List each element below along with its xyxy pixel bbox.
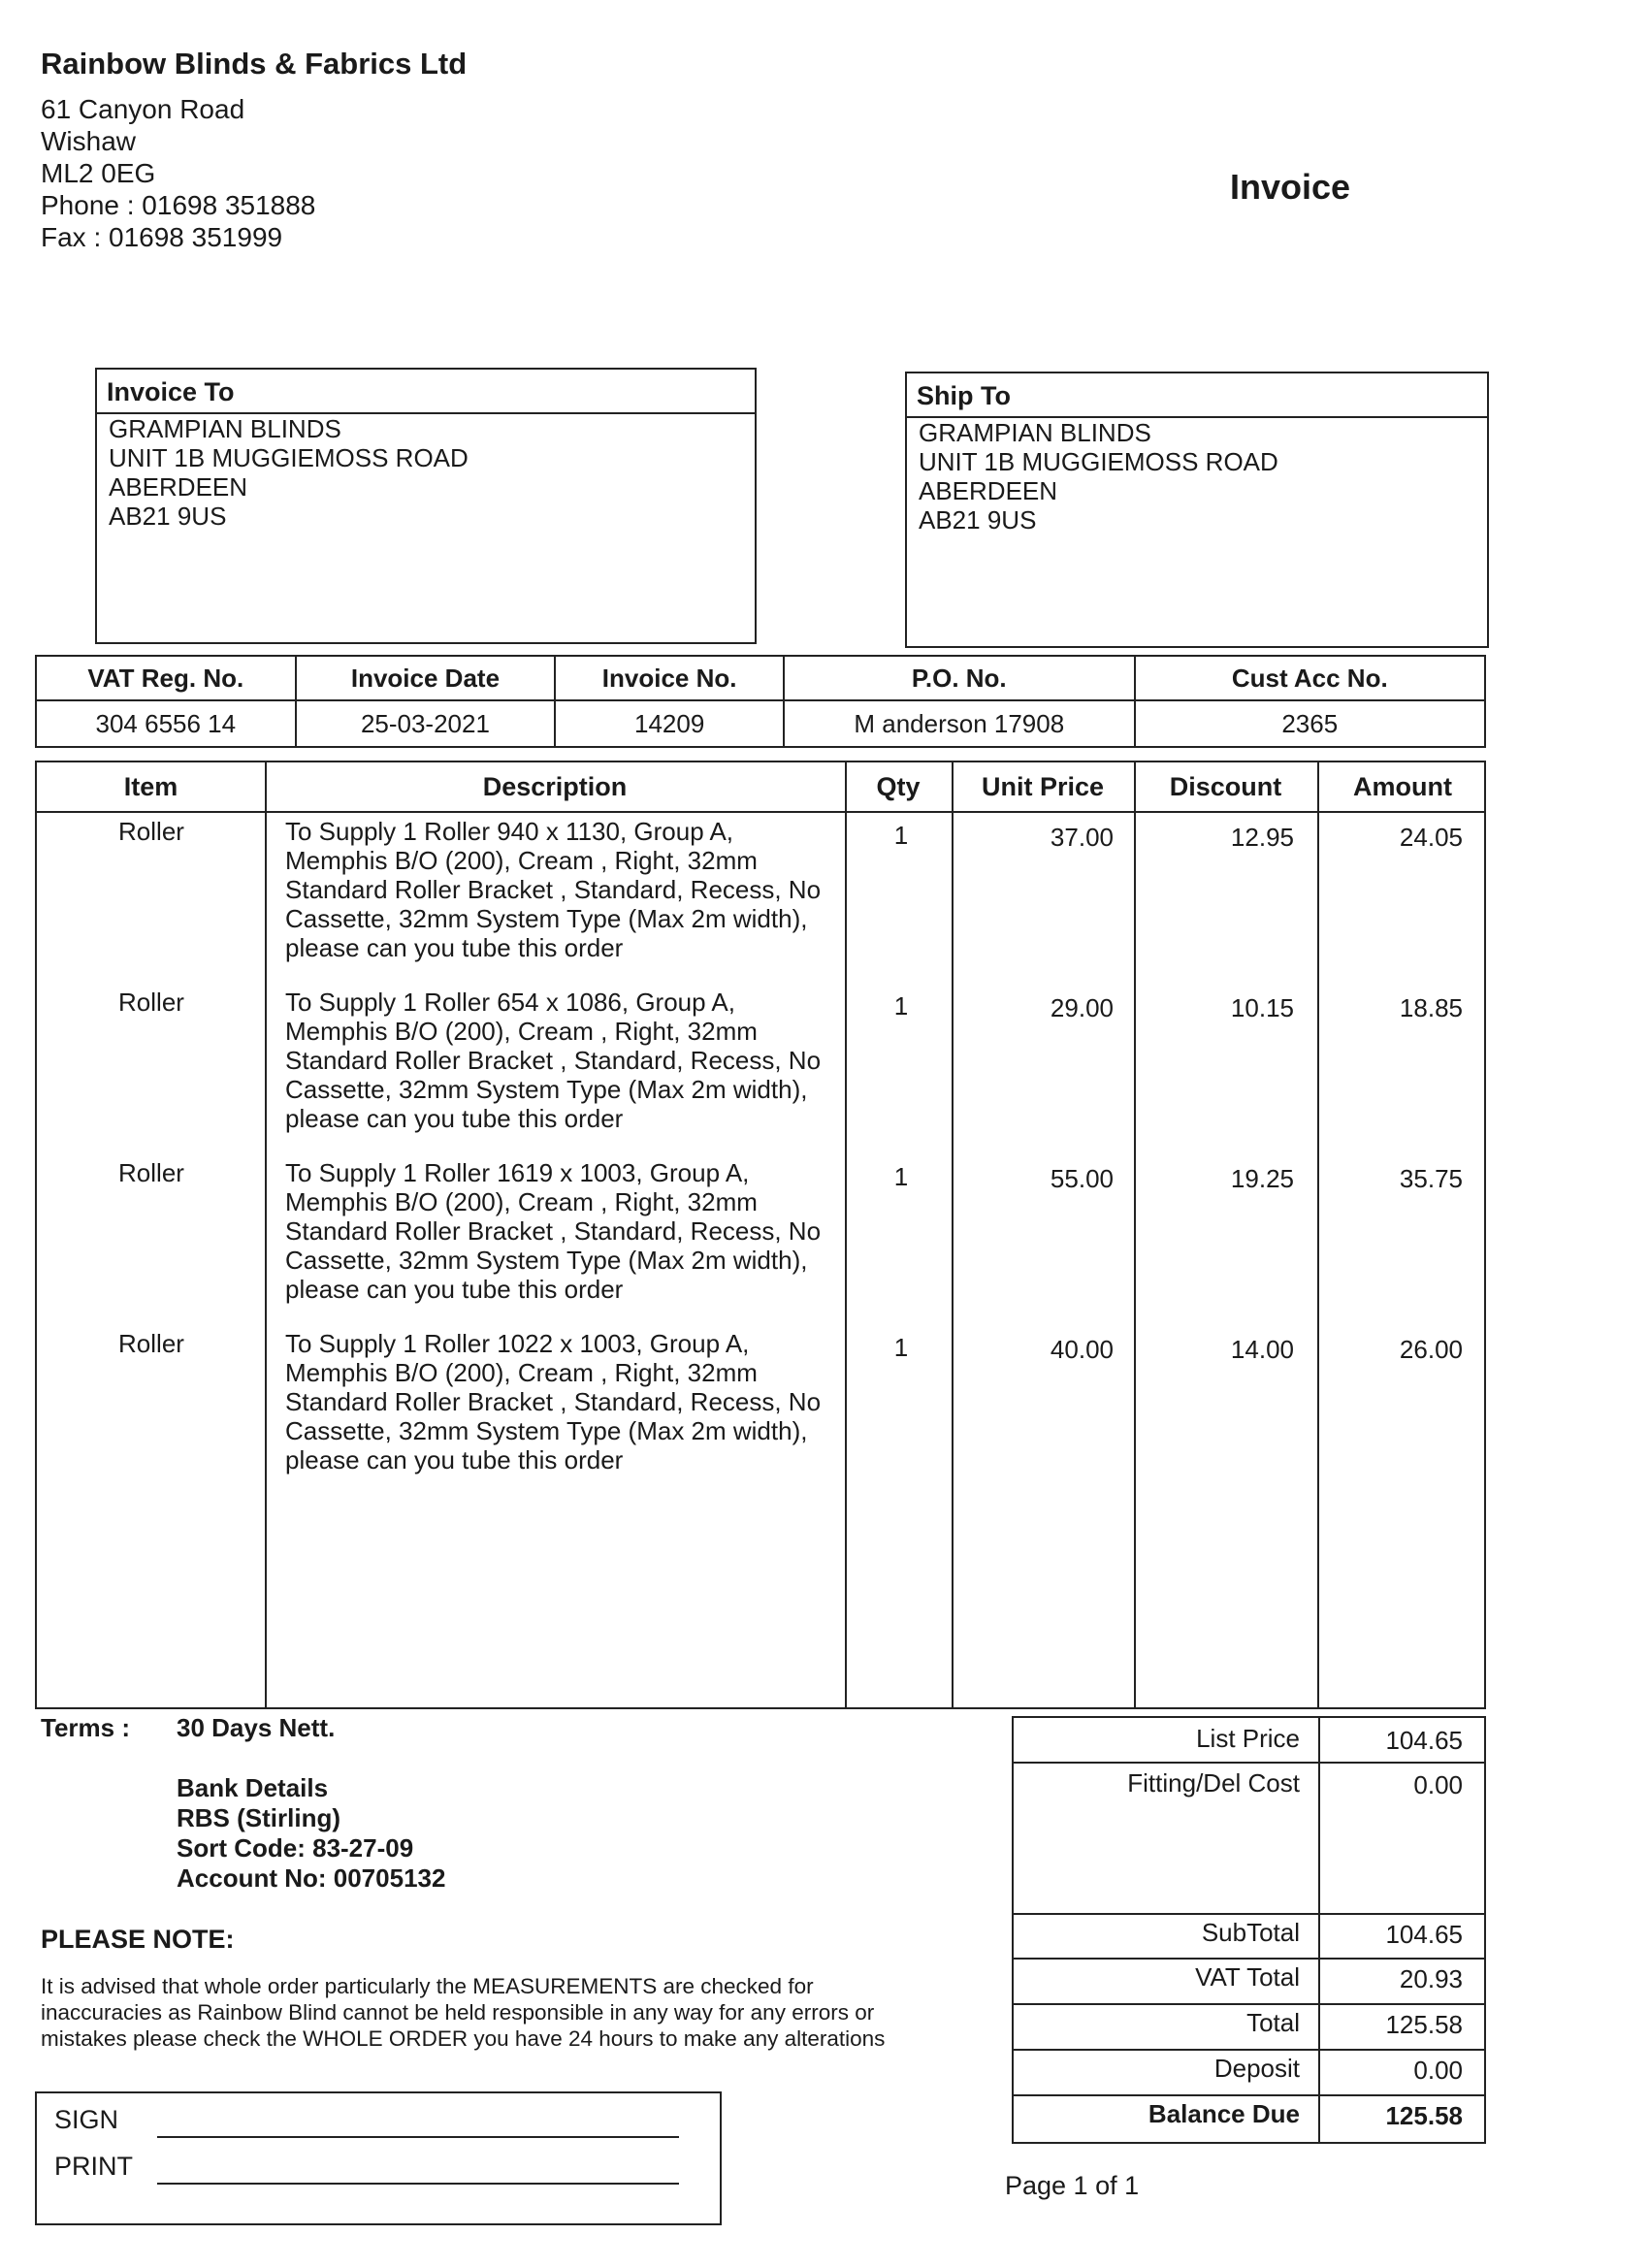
item-name: Roller [118,1158,184,1187]
account-number: Account No: 00705132 [177,1863,446,1893]
row-divider [1014,1762,1484,1764]
total-label: Total [1246,2008,1300,2037]
item-description [285,1329,877,1474]
invoice-to-line: GRAMPIAN BLINDS [109,414,341,443]
item-description [285,817,877,962]
row-divider [1014,1913,1484,1915]
item-discount: 12.95 [1230,823,1294,852]
desc-line: To Supply 1 Roller 1022 x 1003, Group A, [285,1329,750,1358]
ship-to-line: UNIT 1B MUGGIEMOSS ROAD [919,447,1278,476]
desc-line: Cassette, 32mm System Type (Max 2m width), [285,904,808,933]
desc-line: Standard Roller Bracket , Standard, Recess, No [285,875,822,904]
item-qty: 1 [893,991,909,1021]
item-qty: 1 [893,1162,909,1191]
cust-acc-header: Cust Acc No. [1135,656,1485,700]
company-phone: Phone : 01698 351888 [41,190,316,220]
item-name: Roller [118,1329,184,1358]
table-row [37,817,1484,988]
item-amount: 26.00 [1399,1335,1463,1364]
header-divider [37,811,1484,813]
qty-header: Qty [876,772,921,801]
item-unit-price: 40.00 [1050,1335,1114,1364]
vat-reg-header: VAT Reg. No. [36,656,296,700]
unit-price-header: Unit Price [981,772,1105,801]
total-value: 125.58 [1385,2010,1463,2039]
desc-line: To Supply 1 Roller 1619 x 1003, Group A, [285,1158,750,1187]
cust-acc-value: 2365 [1135,700,1485,747]
desc-line: Memphis B/O (200), Cream , Right, 32mm [285,1017,758,1046]
item-discount: 19.25 [1230,1164,1294,1193]
ship-to-header: Ship To [907,373,1487,418]
deposit-value: 0.00 [1413,2056,1463,2085]
balance-due-value: 125.58 [1385,2101,1463,2130]
desc-line: Cassette, 32mm System Type (Max 2m width), [285,1416,808,1445]
note-title: PLEASE NOTE: [41,1925,235,1954]
invoice-meta-table [35,655,1486,748]
item-discount: 14.00 [1230,1335,1294,1364]
fitting-value: 0.00 [1413,1770,1463,1799]
item-amount: 35.75 [1399,1164,1463,1193]
deposit-label: Deposit [1213,2054,1300,2083]
print-line[interactable] [157,2183,679,2185]
line-items-table [35,761,1486,1709]
desc-line: Memphis B/O (200), Cream , Right, 32mm [285,846,758,875]
vat-label: VAT Total [1195,1962,1300,1992]
document-title: Invoice [1230,167,1351,207]
item-qty: 1 [893,821,909,850]
desc-line: To Supply 1 Roller 940 x 1130, Group A, [285,817,734,846]
row-divider [1014,1958,1484,1960]
note-line: inaccuracies as Rainbow Blind cannot be held responsible in any way for any errors or [41,2000,875,2025]
page-number: Page 1 of 1 [1005,2171,1140,2200]
invoice-no-header: Invoice No. [555,656,784,700]
ship-to-line: GRAMPIAN BLINDS [919,418,1151,447]
address-street: 61 Canyon Road [41,94,245,124]
desc-line: Cassette, 32mm System Type (Max 2m width), [285,1075,808,1104]
bank-details [177,1773,445,1894]
note-line: mistakes please check the WHOLE ORDER you have 24 hours to make any alterations [41,2026,886,2051]
ship-to-line: ABERDEEN [919,476,1058,505]
description-header: Description [482,772,628,801]
desc-line: To Supply 1 Roller 654 x 1086, Group A, [285,988,735,1017]
ship-to-line: AB21 9US [919,505,1037,535]
invoice-to-header: Invoice To [97,370,755,414]
invoice-to-box [95,368,757,644]
item-discount: 10.15 [1230,993,1294,1022]
po-no-value: M anderson 17908 [784,700,1135,747]
invoice-to-line: AB21 9US [109,502,227,531]
desc-line: please can you tube this order [285,1275,624,1304]
item-amount: 18.85 [1399,993,1463,1022]
item-unit-price: 55.00 [1050,1164,1114,1193]
invoice-no-value: 14209 [555,700,784,747]
invoice-date-header: Invoice Date [296,656,556,700]
totals-box [1012,1716,1486,2144]
row-divider [1014,2049,1484,2051]
row-divider [1014,2003,1484,2005]
item-unit-price: 29.00 [1050,993,1114,1022]
vat-value: 20.93 [1399,1964,1463,1993]
desc-line: Memphis B/O (200), Cream , Right, 32mm [285,1358,758,1387]
vat-reg-value: 304 6556 14 [36,700,296,747]
note-line: It is advised that whole order particularly the MEASUREMENTS are checked for [41,1974,814,1998]
sort-code: Sort Code: 83-27-09 [177,1833,414,1863]
print-label: PRINT [54,2152,133,2181]
table-row [37,988,1484,1158]
subtotal-value: 104.65 [1385,1920,1463,1949]
note-text [41,1973,972,2052]
ship-to-box [905,372,1489,648]
signature-box [35,2091,722,2225]
list-price-label: List Price [1196,1724,1300,1753]
item-unit-price: 37.00 [1050,823,1114,852]
desc-line: Standard Roller Bracket , Standard, Recess, No [285,1387,822,1416]
desc-line: Standard Roller Bracket , Standard, Recess, No [285,1216,822,1246]
row-divider [1014,2094,1484,2096]
list-price-value: 104.65 [1385,1726,1463,1755]
sign-line[interactable] [157,2136,679,2138]
item-description [285,988,877,1133]
address-postcode: ML2 0EG [41,158,156,188]
item-name: Roller [118,988,184,1017]
desc-line: Standard Roller Bracket , Standard, Recess, No [285,1046,822,1075]
terms-label: Terms : [41,1713,130,1742]
subtotal-label: SubTotal [1201,1918,1300,1947]
table-row [37,1158,1484,1329]
invoice-to-line: ABERDEEN [109,472,248,502]
desc-line: please can you tube this order [285,1104,624,1133]
desc-line: please can you tube this order [285,933,624,962]
company-fax: Fax : 01698 351999 [41,222,283,252]
sign-label: SIGN [54,2105,119,2134]
item-header: Item [123,772,178,801]
item-amount: 24.05 [1399,823,1463,852]
company-name: Rainbow Blinds & Fabrics Ltd [41,47,468,81]
desc-line: please can you tube this order [285,1445,624,1474]
company-address [41,93,315,253]
invoice-to-line: UNIT 1B MUGGIEMOSS ROAD [109,443,469,472]
bank-name: RBS (Stirling) [177,1803,340,1832]
bank-details-title: Bank Details [177,1773,329,1802]
table-row [37,1329,1484,1500]
item-description [285,1158,877,1304]
terms-value: 30 Days Nett. [177,1713,336,1742]
balance-due-label: Balance Due [1148,2099,1300,2128]
discount-header: Discount [1169,772,1282,801]
address-town: Wishaw [41,126,137,156]
desc-line: Cassette, 32mm System Type (Max 2m width), [285,1246,808,1275]
item-name: Roller [118,817,184,846]
item-qty: 1 [893,1333,909,1362]
fitting-label: Fitting/Del Cost [1127,1768,1300,1798]
desc-line: Memphis B/O (200), Cream , Right, 32mm [285,1187,758,1216]
amount-header: Amount [1353,772,1452,801]
totals-divider [1318,1718,1320,2142]
invoice-date-value: 25-03-2021 [296,700,556,747]
po-no-header: P.O. No. [784,656,1135,700]
